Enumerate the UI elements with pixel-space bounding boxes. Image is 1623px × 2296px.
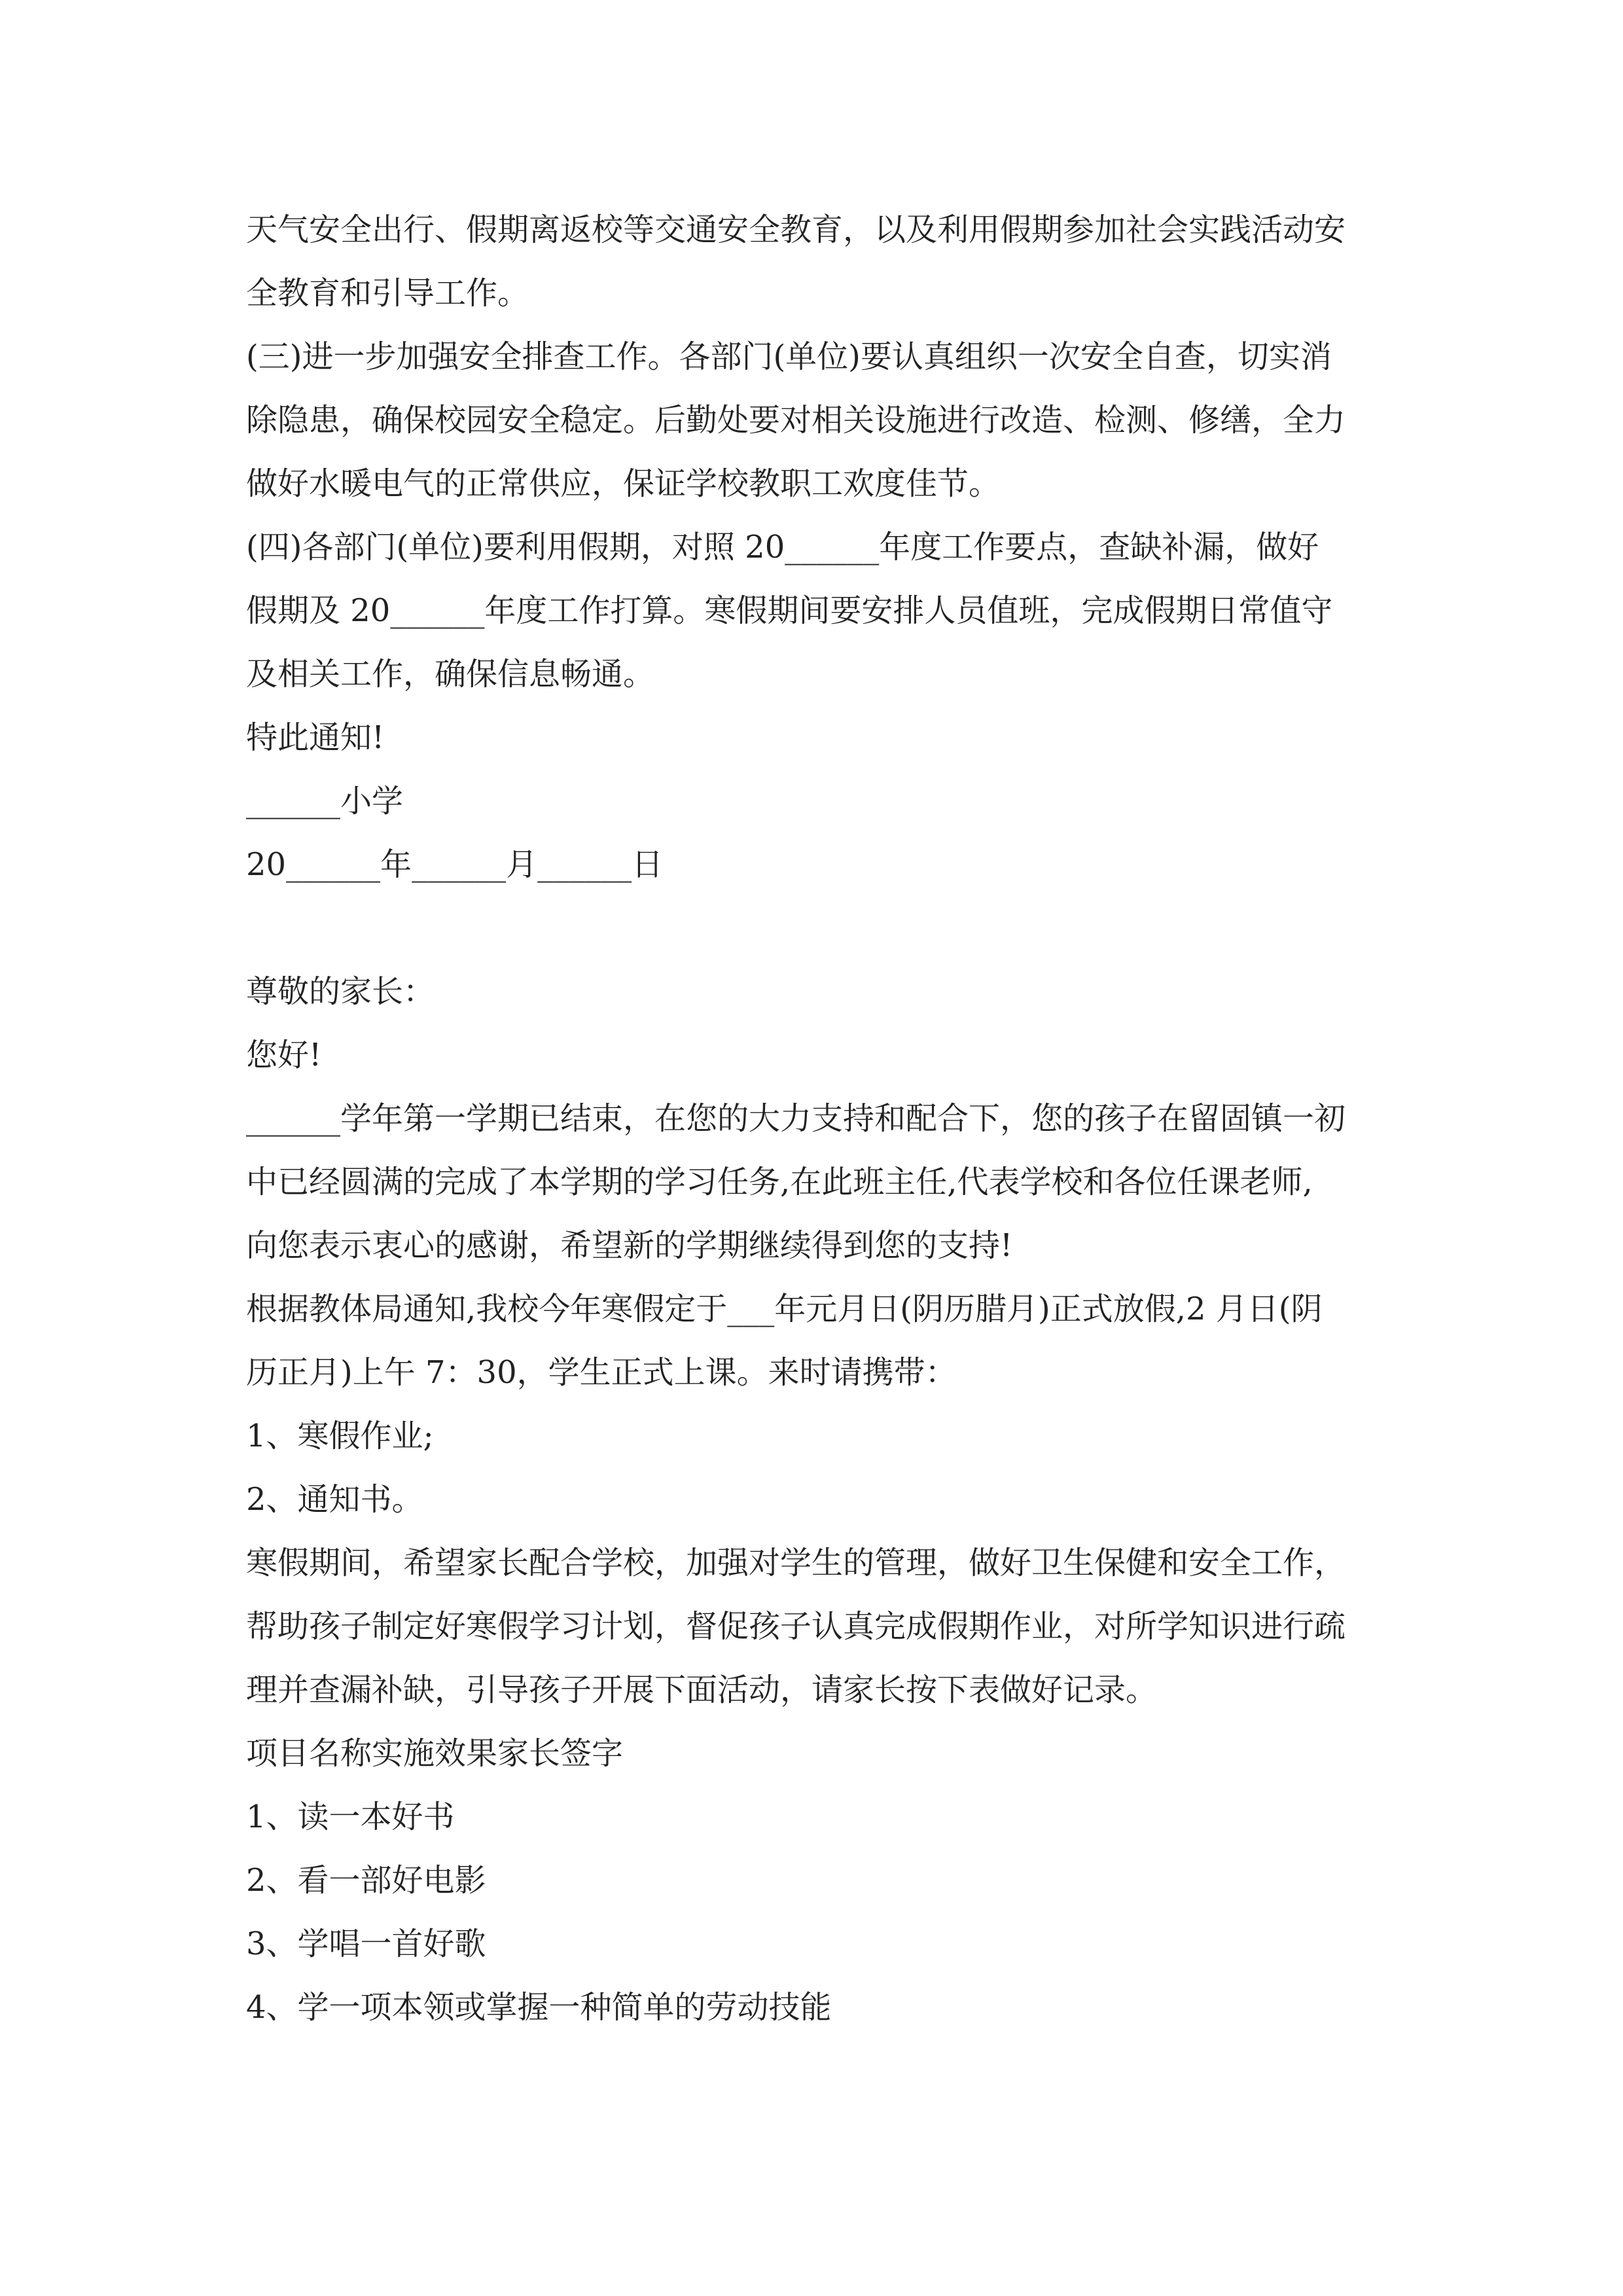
letter-line: 理并查漏补缺，引导孩子开展下面活动，请家长按下表做好记录。 (246, 1672, 1158, 1708)
letter-list-item: 1、寒假作业; (246, 1418, 434, 1454)
notice-line: (三)进一步加强安全排查工作。各部门(单位)要认真组织一次安全自查，切实消 (246, 338, 1332, 375)
letter-line: 根据教体局通知,我校今年寒假定于___年元月日(阴历腊月)正式放假,2 月日(阴 (246, 1291, 1323, 1327)
notice-closing: 特此通知! (246, 719, 385, 756)
notice-line: 全教育和引导工作。 (246, 275, 529, 312)
notice-line: 及相关工作，确保信息畅通。 (246, 656, 655, 692)
notice-signature-school: ______小学 (246, 783, 404, 819)
activity-item: 3、学唱一首好歌 (246, 1926, 486, 1962)
notice-date: 20______年______月______日 (246, 846, 664, 883)
section-gap (246, 897, 1383, 960)
notice-line: (四)各部门(单位)要利用假期，对照 20______年度工作要点，查缺补漏，做好 (246, 529, 1319, 565)
notice-line: 天气安全出行、假期离返校等交通安全教育，以及利用假期参加社会实践活动安 (246, 211, 1346, 248)
activity-table-header: 项目名称实施效果家长签字 (246, 1735, 624, 1772)
letter-list-item: 2、通知书。 (246, 1481, 423, 1518)
letter-salutation: 尊敬的家长： (246, 973, 435, 1010)
letter-line: 帮助孩子制定好寒假学习计划，督促孩子认真完成假期作业，对所学知识进行疏 (246, 1608, 1346, 1645)
letter-line: ______学年第一学期已结束，在您的大力支持和配合下，您的孩子在留固镇一初 (246, 1100, 1346, 1137)
notice-line: 做好水暖电气的正常供应，保证学校教职工欢度佳节。 (246, 465, 1001, 502)
activity-item: 1、读一本好书 (246, 1799, 455, 1835)
letter-line: 中已经圆满的完成了本学期的学习任务,在此班主任,代表学校和各位任课老师, (246, 1164, 1313, 1200)
notice-line: 假期及 20______年度工作打算。寒假期间要安排人员值班，完成假期日常值守 (246, 592, 1333, 629)
activity-item: 4、学一项本领或掌握一种简单的劳动技能 (246, 1989, 832, 2026)
letter-line: 寒假期间，希望家长配合学校，加强对学生的管理，做好卫生保健和安全工作， (246, 1545, 1346, 1581)
activity-item: 2、看一部好电影 (246, 1862, 486, 1899)
letter-greeting: 您好! (246, 1037, 322, 1073)
notice-line: 除隐患，确保校园安全稳定。后勤处要对相关设施进行改造、检测、修缮，全力 (246, 402, 1346, 439)
letter-line: 历正月)上午 7：30，学生正式上课。来时请携带： (246, 1354, 957, 1391)
letter-line: 向您表示衷心的感谢，希望新的学期继续得到您的支持! (246, 1227, 1013, 1264)
document-body (246, 198, 1383, 2039)
